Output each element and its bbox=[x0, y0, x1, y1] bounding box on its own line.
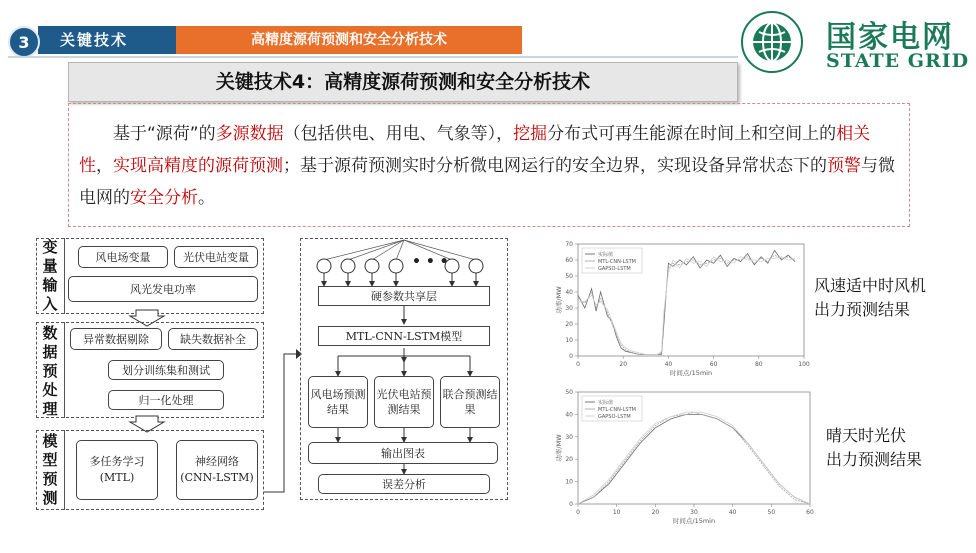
normalization-box: 归一化处理 bbox=[108, 390, 224, 410]
legend-entry-0: 实际值 bbox=[598, 400, 614, 406]
model-box: MTL-CNN-LSTM模型 bbox=[318, 326, 490, 346]
y-tick-label: 20 bbox=[565, 321, 573, 328]
x-tick-label: 80 bbox=[754, 361, 763, 368]
y-tick-label: 0 bbox=[569, 353, 573, 360]
stage-preprocess-label: 数 据 预 处 理 bbox=[42, 324, 58, 418]
y-tick-label: 40 bbox=[565, 289, 573, 296]
connector-arrow-icon bbox=[262, 340, 302, 500]
intro-highlight: 多源数据 bbox=[215, 124, 284, 144]
y-tick-label: 30 bbox=[565, 433, 573, 441]
cnn-lstm-box: 神经网络 (CNN-LSTM) bbox=[176, 440, 258, 500]
legend-entry-2: GAPSO-LSTM bbox=[598, 266, 631, 272]
solar-forecast-chart bbox=[548, 384, 818, 524]
state-grid-logo-icon bbox=[740, 10, 804, 74]
x-tick-label: 0 bbox=[576, 361, 580, 368]
x-tick-label: 60 bbox=[709, 361, 718, 368]
legend-entry-1: MTL-CNN-LSTM bbox=[598, 407, 636, 413]
train-test-split-box: 划分训练集和测试 bbox=[108, 360, 224, 380]
more-nodes-dots: • • • bbox=[412, 254, 449, 270]
logo-name-cn: 国家电网 bbox=[826, 20, 954, 55]
wind-result-box: 风电场预测结果 bbox=[308, 376, 368, 428]
output-chart-box: 输出图表 bbox=[308, 442, 498, 464]
x-tick-label: 30 bbox=[690, 509, 698, 516]
section-number-badge: 3 bbox=[8, 26, 40, 58]
header-divider bbox=[8, 56, 738, 58]
slide-title: 关键技术4：高精度源荷预测和安全分析技术 bbox=[68, 62, 738, 102]
x-tick-label: 40 bbox=[664, 361, 673, 368]
logo-name-en: STATE GRID bbox=[826, 50, 970, 72]
error-analysis-box: 误差分析 bbox=[318, 474, 490, 494]
y-tick-label: 70 bbox=[565, 241, 573, 248]
intro-text: 。 bbox=[198, 188, 215, 208]
intro-text: ；基于源荷预测实时分析微电网运行的安全边界，实现设备异常状态下的 bbox=[283, 156, 827, 176]
legend-entry-1: MTL-CNN-LSTM bbox=[598, 259, 636, 265]
stage-model-label: 模 型 预 测 bbox=[42, 432, 58, 507]
intro-text: 与微电网的 bbox=[79, 156, 895, 208]
y-tick-label: 40 bbox=[565, 411, 573, 419]
intro-highlight: 安全分析 bbox=[130, 188, 198, 208]
wind-chart-caption: 风速适中时风机 出力预测结果 bbox=[814, 276, 927, 319]
missing-data-box: 缺失数据补全 bbox=[168, 328, 258, 350]
intro-highlight: 相关性 bbox=[79, 124, 871, 176]
joint-result-box: 联合预测结果 bbox=[440, 376, 500, 428]
wind-forecast-chart bbox=[548, 236, 808, 376]
y-tick-label: 10 bbox=[565, 478, 573, 486]
wind-farm-variables-box: 风电场变量 bbox=[78, 246, 168, 268]
intro-text: 基于“源荷”的 bbox=[113, 124, 216, 144]
x-tick-label: 60 bbox=[806, 509, 814, 516]
y-axis-label: 功率/MW bbox=[555, 286, 563, 314]
y-tick-label: 20 bbox=[565, 456, 573, 464]
intro-highlight: 预警 bbox=[827, 156, 861, 176]
legend-entry-0: 实际值 bbox=[598, 252, 614, 258]
section-subtitle: 高精度源荷预测和安全分析技术 bbox=[176, 26, 522, 54]
x-tick-label: 50 bbox=[767, 509, 776, 516]
wind-pv-power-box: 风光发电功率 bbox=[68, 276, 258, 302]
solar-chart-caption: 晴天时光伏 出力预测结果 bbox=[826, 426, 923, 469]
y-tick-label: 50 bbox=[565, 273, 573, 280]
y-axis-label: 功率/MW bbox=[555, 434, 563, 462]
stage-model bbox=[36, 430, 264, 510]
outlier-removal-box: 异常数据剔除 bbox=[70, 328, 162, 350]
y-tick-label: 30 bbox=[565, 305, 573, 312]
x-axis-label: 时间点/15min bbox=[669, 369, 713, 377]
y-tick-label: 10 bbox=[565, 337, 573, 344]
x-tick-label: 20 bbox=[619, 361, 628, 368]
stage-preprocess bbox=[36, 322, 264, 418]
x-axis-label: 时间点/15min bbox=[672, 517, 716, 525]
stage-input-label: 变 量 输 入 bbox=[42, 238, 58, 313]
stage-input bbox=[36, 238, 264, 314]
x-tick-label: 100 bbox=[798, 361, 810, 368]
y-tick-label: 0 bbox=[569, 501, 573, 508]
x-tick-label: 20 bbox=[651, 509, 660, 516]
x-tick-label: 10 bbox=[612, 509, 621, 516]
section-label: 关键技术 bbox=[38, 26, 176, 54]
pv-result-box: 光伏电站预测结果 bbox=[374, 376, 434, 428]
intro-text: ， bbox=[96, 156, 113, 176]
legend-entry-2: GAPSO-LSTM bbox=[598, 414, 631, 420]
intro-text: （包括供电、用电、气象等）， bbox=[283, 124, 514, 144]
intro-paragraph bbox=[68, 103, 910, 227]
y-tick-label: 50 bbox=[565, 389, 573, 396]
mtl-box: 多任务学习 (MTL) bbox=[76, 440, 158, 500]
y-tick-label: 60 bbox=[565, 257, 573, 264]
intro-highlight: 挖掘 bbox=[513, 124, 548, 144]
intro-text: 分布式可再生能源在时间上和空间上的 bbox=[547, 124, 837, 144]
intro-highlight: 实现高精度的源荷预测 bbox=[113, 156, 283, 176]
pv-station-variables-box: 光伏电站变量 bbox=[174, 246, 258, 268]
shared-layer-box: 硬参数共享层 bbox=[318, 286, 490, 306]
x-tick-label: 0 bbox=[576, 509, 580, 516]
x-tick-label: 40 bbox=[728, 509, 737, 516]
